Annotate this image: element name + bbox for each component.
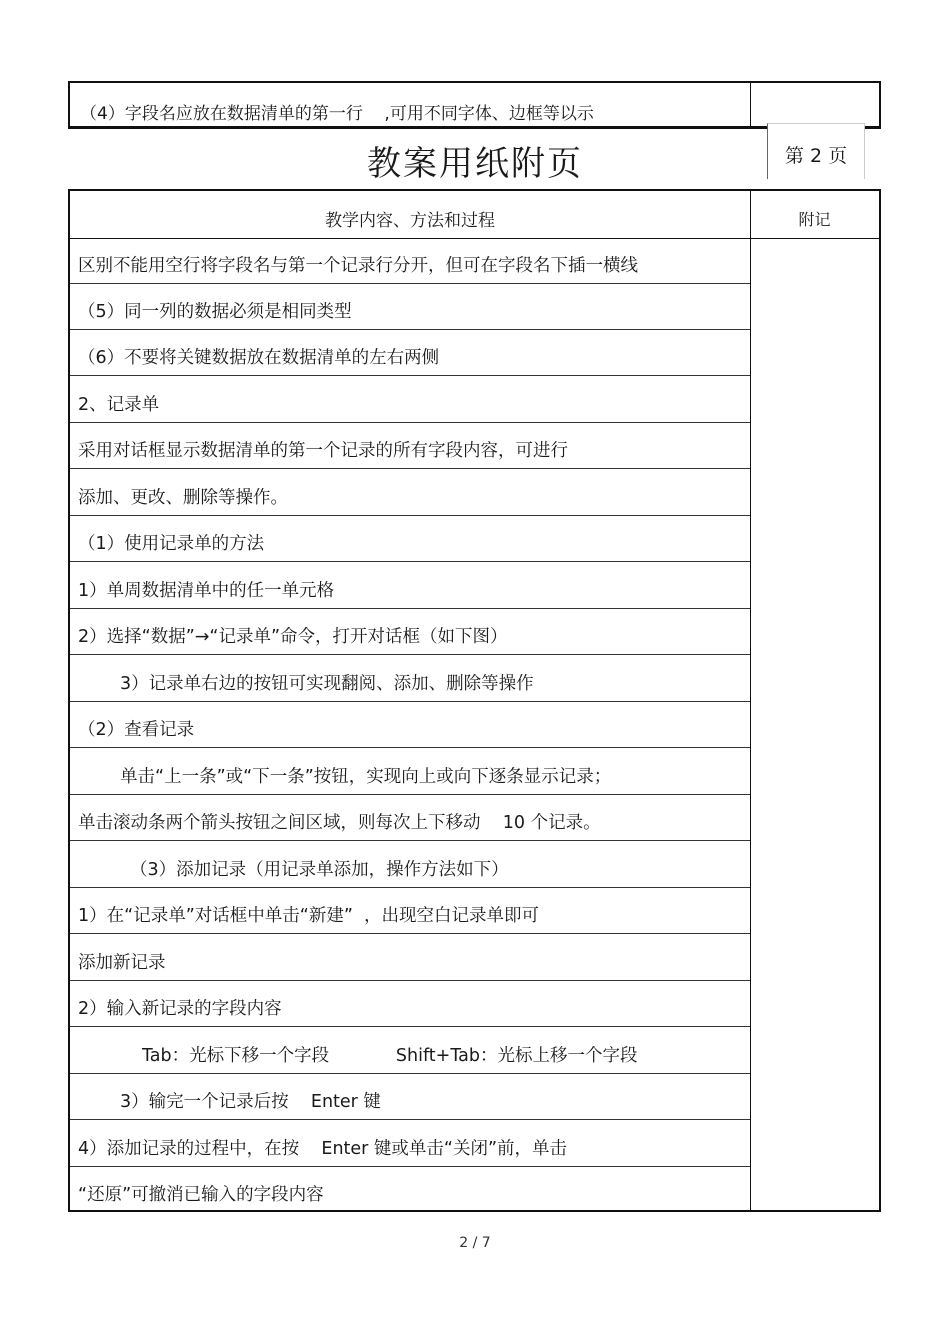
page-number-box: 第 2 页 bbox=[767, 123, 865, 179]
table-row bbox=[70, 470, 750, 516]
lesson-table bbox=[68, 189, 881, 1212]
page-footer: 2 / 7 bbox=[459, 1235, 491, 1251]
table-row bbox=[70, 749, 750, 795]
row-text: 区别不能用空行将字段名与第一个记录行分开，但可在字段名下插一横线 bbox=[78, 256, 638, 276]
row-text: Tab：光标下移一个字段 Shift+Tab：光标上移一个字段 bbox=[142, 1046, 638, 1066]
table-row bbox=[70, 1028, 750, 1074]
table-row bbox=[70, 423, 750, 469]
top-fragment-table bbox=[68, 81, 881, 129]
table-row bbox=[70, 609, 750, 655]
table-row bbox=[70, 842, 750, 888]
table-row bbox=[70, 1074, 750, 1120]
row-text: （3）添加记录（用记录单添加，操作方法如下） bbox=[130, 860, 509, 880]
row-text: 单击滚动条两个箭头按钮之间区域，则每次上下移动 10 个记录。 bbox=[78, 813, 601, 833]
table-header bbox=[70, 191, 879, 239]
table-row bbox=[70, 888, 750, 934]
row-text: 2、记录单 bbox=[78, 395, 160, 415]
table-row bbox=[70, 935, 750, 981]
table-row bbox=[70, 795, 750, 841]
column-divider bbox=[750, 83, 751, 126]
row-text: 4）添加记录的过程中，在按 Enter 键或单击“关闭”前，单击 bbox=[78, 1139, 568, 1159]
table-row bbox=[70, 238, 750, 284]
row-text: 采用对话框显示数据清单的第一个记录的所有字段内容，可进行 bbox=[78, 441, 568, 461]
table-row bbox=[70, 330, 750, 376]
table-row bbox=[70, 1121, 750, 1167]
page-title: 教案用纸附页 bbox=[367, 144, 583, 184]
row-text: 单击“上一条”或“下一条”按钮，实现向上或向下逐条显示记录； bbox=[120, 767, 612, 787]
header-note: 附记 bbox=[798, 210, 831, 229]
table-row bbox=[70, 516, 750, 562]
table-row bbox=[70, 981, 750, 1027]
table-row bbox=[70, 284, 750, 330]
header-content: 教学内容、方法和过程 bbox=[325, 211, 495, 231]
row-text: 2）选择“数据”→“记录单”命令，打开对话框（如下图） bbox=[78, 627, 508, 647]
column-divider bbox=[750, 191, 751, 1210]
row-text: （5）同一列的数据必须是相同类型 bbox=[78, 302, 352, 322]
row-text: 2）输入新记录的字段内容 bbox=[78, 999, 282, 1019]
table-row bbox=[70, 377, 750, 423]
row-text: （6）不要将关键数据放在数据清单的左右两侧 bbox=[78, 348, 440, 368]
row-text: 1）单周数据清单中的任一单元格 bbox=[78, 581, 335, 601]
row-text: 3）记录单右边的按钮可实现翻阅、添加、删除等操作 bbox=[120, 674, 534, 694]
row-text: （1）使用记录单的方法 bbox=[78, 534, 265, 554]
table-row bbox=[70, 563, 750, 609]
row-text: 添加、更改、删除等操作。 bbox=[78, 488, 288, 508]
table-row bbox=[70, 656, 750, 702]
row-text: 添加新记录 bbox=[78, 953, 166, 973]
row-text: 3）输完一个记录后按 Enter 键 bbox=[120, 1092, 381, 1112]
row-text: “还原”可撤消已输入的字段内容 bbox=[78, 1185, 324, 1205]
row-text: （2）查看记录 bbox=[78, 720, 195, 740]
table-row bbox=[70, 1167, 750, 1213]
row-text: 1）在“记录单”对话框中单击“新建” ，出现空白记录单即可 bbox=[78, 906, 540, 926]
top-fragment-text: （4）字段名应放在数据清单的第一行 ,可用不同字体、边框等以示 bbox=[80, 104, 594, 124]
table-row bbox=[70, 702, 750, 748]
